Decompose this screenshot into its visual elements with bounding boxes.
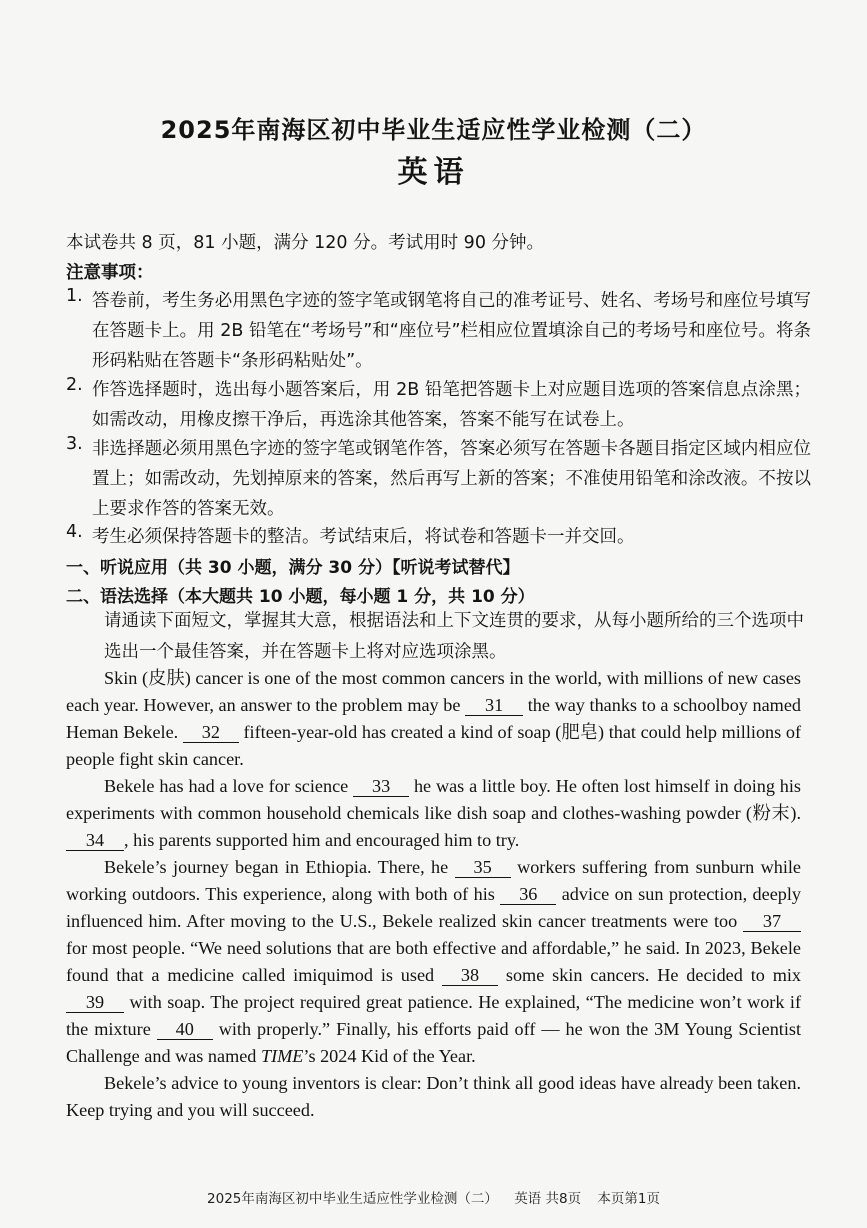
section-instruction: 请通读下面短文，掌握其大意，根据语法和上下文连贯的要求，从每小题所给的三个选项中选出一个最佳答案，并在答题卡上将对应选项涂黑。 <box>104 611 804 662</box>
notice-text: 非选择题必须用黑色字迹的签字笔或钢笔作答，答案必须写在答题卡各题目指定区域内相应位置上；如需改动，先划掉原来的答案，然后再写上新的答案；不准使用铅笔和涂改液。不按以上要求作答的答案无效。 <box>92 439 811 519</box>
passage-paragraph <box>66 773 801 854</box>
passage-text: Skin (皮肤) cancer is one of the most common cancers in the world, with millions of new cases each year. However, an answer to the problem may be <box>66 668 801 715</box>
passage-paragraph <box>66 854 801 1070</box>
notice-number: 2. <box>66 375 83 395</box>
notice-heading: 注意事项： <box>66 263 154 283</box>
notice-number: 4. <box>66 522 83 542</box>
answer-blank: 36 <box>500 884 556 905</box>
magazine-name: TIME <box>260 1046 304 1066</box>
notice-text: 答卷前，考生务必用黑色字迹的签字笔或钢笔将自己的准考证号、姓名、考场号和座位号填写在答题卡上。用 2B 铅笔在“考场号”和“座位号”栏相应位置填涂自己的考场号和座位号。将条形码粘贴在答题卡“条形码粘贴处”。 <box>92 291 811 371</box>
passage-text: , his parents supported him and encouraged him to try. <box>124 830 520 850</box>
subject-title: 英语 <box>397 155 470 190</box>
section-heading-listening: 一、听说应用（共 30 小题，满分 30 分）【听说考试替代】 <box>66 558 520 578</box>
section-heading-grammar: 二、语法选择（本大题共 10 小题，每小题 1 分，共 10 分） <box>66 587 535 607</box>
passage-text: ’s 2024 Kid of the Year. <box>303 1046 476 1066</box>
exam-title: 2025年南海区初中毕业生适应性学业检测（二） <box>160 116 707 144</box>
answer-blank: 37 <box>743 911 801 932</box>
passage-text: for most people. “We need solutions that are both effective and affordable,” he said. In 2023, Bekele found that a medicine called imiquimod is used <box>66 938 801 985</box>
answer-blank: 35 <box>455 857 511 878</box>
footer-exam-name: 2025年南海区初中毕业生适应性学业检测（二） <box>207 1191 498 1207</box>
answer-blank: 31 <box>465 695 523 716</box>
passage-text: Bekele has had a love for science <box>104 776 349 796</box>
notice-text: 作答选择题时，选出每小题答案后，用 2B 铅笔把答题卡上对应题目选项的答案信息点涂黑；如需改动，用橡皮擦干净后，再选涂其他答案，答案不能写在试卷上。 <box>92 380 811 430</box>
passage-paragraph: Bekele’s advice to young inventors is clear: Don’t think all good ideas have already been taken. Keep trying and you will succeed. <box>66 1073 801 1120</box>
passage-text: some skin cancers. He decided to mix <box>505 965 801 985</box>
notice-number: 1. <box>66 286 83 306</box>
passage-text: he was a little boy. He often lost himself in doing his experiments with common household chemicals like dish soap and clothes-washing powder (粉末). <box>66 776 802 823</box>
passage-text: advice on sun protection, deeply influenced him. After moving to the U.S., Bekele realized skin cancer treatments were too <box>66 884 802 931</box>
notice-text: 考生必须保持答题卡的整洁。考试结束后，将试卷和答题卡一并交回。 <box>92 527 635 547</box>
answer-blank: 38 <box>442 965 498 986</box>
exam-intro: 本试卷共 8 页，81 小题，满分 120 分。考试用时 90 分钟。 <box>66 233 545 253</box>
answer-blank: 40 <box>157 1019 213 1040</box>
answer-blank: 39 <box>66 992 124 1013</box>
passage-text: Bekele’s journey began in Ethiopia. There, he <box>104 857 449 877</box>
passage-paragraph <box>66 665 801 773</box>
answer-blank: 34 <box>66 830 124 851</box>
reading-passage <box>66 665 801 1124</box>
page-footer <box>0 1187 867 1207</box>
answer-blank: 33 <box>353 776 409 797</box>
footer-subject-pages: 英语 共8页 <box>514 1191 582 1207</box>
answer-blank: 32 <box>183 722 239 743</box>
passage-text: workers suffering from sunburn while working outdoors. This experience, along with both of his <box>66 857 802 904</box>
notice-number: 3. <box>66 434 83 454</box>
passage-text: with soap. The project required great patience. He explained, “The medicine won’t work if the mixture <box>66 992 801 1039</box>
passage-text: fifteen-year-old has created a kind of soap (肥皂) that could help millions of people fight skin cancer. <box>66 722 802 769</box>
passage-text: the way thanks to a schoolboy named Heman Bekele. <box>66 695 801 742</box>
passage-text: with properly.” Finally, his efforts paid off — he won the 3M Young Scientist Challenge and was named <box>66 1019 802 1066</box>
footer-page-number: 本页第1页 <box>597 1191 660 1207</box>
